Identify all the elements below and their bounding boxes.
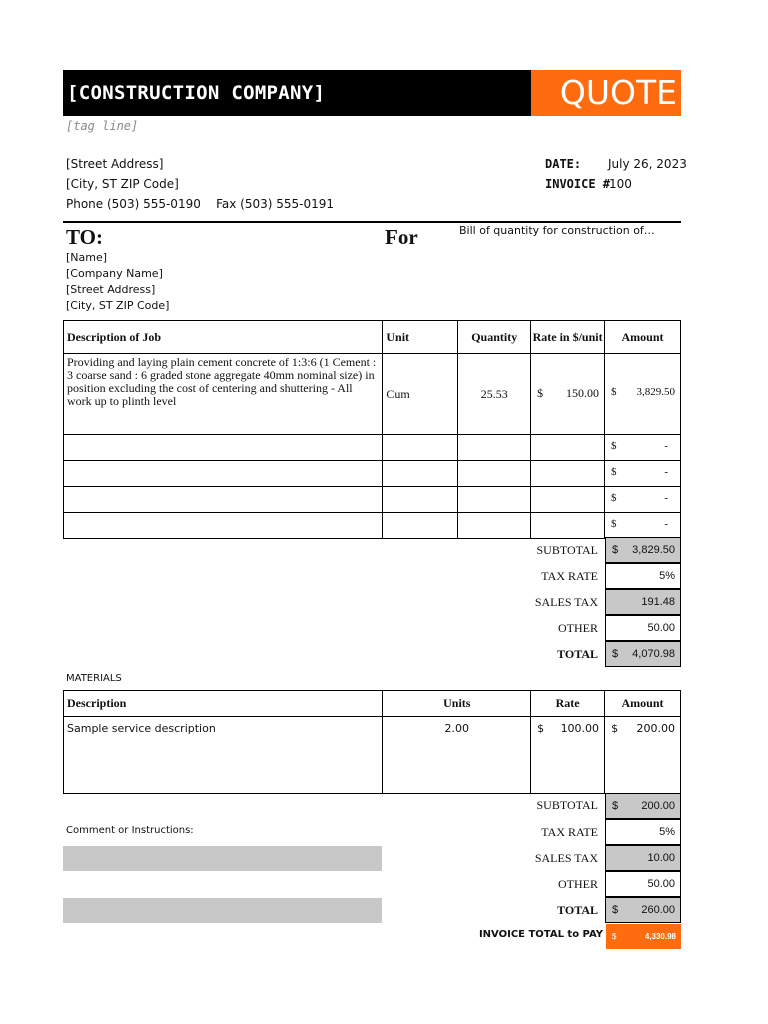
invoice-number-label: INVOICE # (545, 177, 611, 191)
jobs-header-row (64, 321, 681, 354)
job-amount (605, 354, 681, 435)
job-amount (605, 487, 681, 513)
job-unit: Cum (383, 354, 458, 435)
jobs-total-label: TOTAL (557, 647, 598, 661)
jobs-sales-tax (605, 589, 681, 615)
for-heading: For (385, 225, 418, 249)
materials-tax-rate (605, 819, 681, 845)
tax-rate-value: 5% (659, 826, 675, 838)
table-row (64, 435, 681, 461)
job-amount (605, 461, 681, 487)
invoice-total-value: 4,330.98 (644, 932, 676, 941)
currency-symbol: $ (611, 518, 617, 530)
subtotal-value: 3,829.50 (632, 544, 675, 556)
recipient-city: [City, ST ZIP Code] (66, 299, 170, 312)
materials-header-row (64, 691, 681, 717)
material-amount (605, 717, 681, 794)
currency-symbol: $ (612, 648, 619, 660)
currency-symbol: $ (611, 722, 619, 735)
currency-symbol: $ (611, 440, 617, 452)
job-rate (531, 354, 605, 435)
materials-subtotal (605, 793, 681, 819)
materials-section-label: MATERIALS (66, 673, 122, 684)
materials-table (63, 690, 681, 794)
job-description: Providing and laying plain cement concrete of 1:3:6 (1 Cement : 3 coarse sand : 6 graded stone aggregate 40mm nominal size) in position excluding the cost of centering and shuttering - All work up to plinth level (64, 354, 383, 435)
materials-col-units-header: Units (383, 691, 531, 717)
jobs-total (605, 641, 681, 667)
jobs-other (605, 615, 681, 641)
tax-rate-value: 5% (659, 570, 675, 582)
amount-value: - (664, 440, 668, 452)
to-heading: TO: (66, 225, 103, 249)
currency-symbol: $ (611, 492, 617, 504)
jobs-tax-rate (605, 563, 681, 589)
amount-value: - (664, 518, 668, 530)
amount-value: 3,829.50 (636, 386, 675, 398)
comments-label: Comment or Instructions: (66, 825, 194, 836)
materials-tax-rate-label: TAX RATE (541, 825, 598, 839)
currency-symbol: $ (612, 544, 619, 556)
company-name-banner: [CONSTRUCTION COMPANY] (63, 70, 531, 116)
rate-value: 100.00 (560, 722, 600, 735)
sender-street: [Street Address] (66, 157, 164, 171)
bill-description: Bill of quantity for construction of… (459, 224, 655, 237)
col-amount-header: Amount (605, 321, 681, 354)
recipient-company: [Company Name] (66, 267, 163, 280)
materials-other-label: OTHER (558, 877, 598, 891)
other-value: 50.00 (647, 622, 675, 634)
sales-tax-value: 10.00 (647, 852, 675, 864)
amount-value: - (664, 492, 668, 504)
material-description: Sample service description (64, 717, 383, 794)
document-type-badge: QUOTE (531, 70, 681, 116)
table-row (64, 461, 681, 487)
sales-tax-value: 191.48 (641, 596, 675, 608)
header-divider (63, 221, 681, 223)
recipient-street: [Street Address] (66, 283, 156, 296)
jobs-sales-tax-label: SALES TAX (534, 595, 598, 609)
date-label: DATE: (545, 157, 582, 171)
materials-col-amount-header: Amount (605, 691, 681, 717)
total-value: 260.00 (641, 904, 675, 916)
col-unit-header: Unit (383, 321, 458, 354)
materials-sales-tax-label: SALES TAX (534, 851, 598, 865)
currency-symbol: $ (537, 722, 545, 735)
tagline: [tag line] (66, 119, 139, 133)
table-row (64, 513, 681, 539)
invoice-number-value: 100 (609, 177, 632, 191)
currency-symbol: $ (612, 932, 617, 941)
comment-field-2[interactable] (63, 898, 382, 923)
jobs-subtotal (605, 537, 681, 563)
comment-field-1[interactable] (63, 846, 382, 871)
materials-other (605, 871, 681, 897)
sender-phone-fax: Phone (503) 555-0190 Fax (503) 555-0191 (66, 197, 335, 211)
jobs-tax-rate-label: TAX RATE (541, 569, 598, 583)
rate-value: 150.00 (566, 386, 600, 400)
job-amount (605, 513, 681, 539)
table-row (64, 717, 681, 794)
jobs-other-label: OTHER (558, 621, 598, 635)
sender-city: [City, ST ZIP Code] (66, 177, 179, 191)
recipient-name: [Name] (66, 251, 108, 264)
currency-symbol: $ (612, 904, 619, 916)
col-quantity-header: Quantity (458, 321, 531, 354)
materials-subtotal-label: SUBTOTAL (536, 798, 598, 812)
materials-total-label: TOTAL (557, 903, 598, 917)
materials-col-description-header: Description (64, 691, 383, 717)
job-quantity: 25.53 (458, 354, 531, 435)
table-row (64, 354, 681, 435)
date-value: July 26, 2023 (608, 157, 687, 171)
material-units: 2.00 (383, 717, 531, 794)
currency-symbol: $ (537, 386, 544, 400)
table-row (64, 487, 681, 513)
amount-value: - (664, 466, 668, 478)
materials-sales-tax (605, 845, 681, 871)
materials-total (605, 897, 681, 923)
col-rate-header: Rate in $/unit (531, 321, 605, 354)
other-value: 50.00 (647, 878, 675, 890)
total-value: 4,070.98 (632, 648, 675, 660)
jobs-table (63, 320, 681, 539)
invoice-total-value-box (606, 924, 681, 949)
job-amount (605, 435, 681, 461)
materials-col-rate-header: Rate (531, 691, 605, 717)
currency-symbol: $ (611, 466, 617, 478)
material-rate (531, 717, 605, 794)
amount-value: 200.00 (636, 722, 675, 735)
col-description-header: Description of Job (64, 321, 383, 354)
invoice-total-label: INVOICE TOTAL to PAY (478, 929, 603, 940)
subtotal-value: 200.00 (641, 800, 675, 812)
currency-symbol: $ (612, 800, 619, 812)
jobs-subtotal-label: SUBTOTAL (536, 543, 598, 557)
currency-symbol: $ (611, 386, 617, 398)
